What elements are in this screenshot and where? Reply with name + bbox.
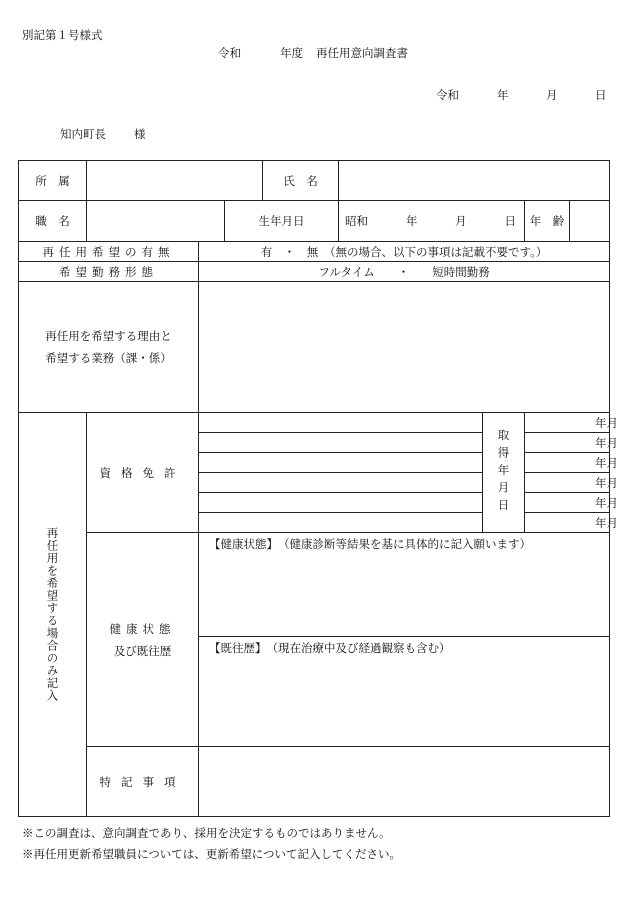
health-label bbox=[87, 533, 199, 747]
note-2: ※再任用更新希望職員については、更新希望について記入してください。 bbox=[22, 847, 402, 861]
history-heading: 【既往歴】 （現在治療中及び経過観察も含む） bbox=[209, 641, 451, 655]
honorific: 様 bbox=[134, 127, 146, 141]
reason-label bbox=[19, 282, 199, 413]
license-date-field[interactable] bbox=[525, 433, 619, 453]
date-era: 令和 bbox=[436, 88, 459, 102]
license-row bbox=[19, 413, 610, 433]
health-label-line1: 健康状態 bbox=[109, 621, 176, 636]
license-name-field[interactable] bbox=[199, 453, 483, 473]
position-field[interactable] bbox=[87, 201, 225, 242]
health-row bbox=[19, 533, 610, 637]
birthdate-field[interactable] bbox=[339, 201, 525, 242]
date-month-label: 月 bbox=[546, 88, 558, 102]
birthdate-day: 日 bbox=[504, 214, 516, 228]
remarks-label: 特記事項 bbox=[87, 747, 199, 817]
reappointment-wish-label: 再任用希望の有無 bbox=[19, 242, 199, 262]
license-date-field[interactable] bbox=[525, 513, 619, 533]
license-month: 月 bbox=[606, 495, 619, 510]
reason-label-line2: 希望する業務（課・係） bbox=[45, 351, 172, 365]
age-label: 年 齢 bbox=[525, 201, 570, 242]
license-month: 月 bbox=[606, 455, 619, 470]
remarks-field[interactable] bbox=[199, 747, 610, 817]
only-if-wish-text: 再任用を希望する場合のみ記入 bbox=[45, 527, 60, 702]
form-number: 別記第１号様式 bbox=[22, 28, 103, 42]
remarks-row bbox=[19, 747, 610, 817]
license-date-field[interactable] bbox=[525, 453, 619, 473]
acquired-date-label bbox=[483, 413, 525, 533]
date-day-label: 日 bbox=[595, 88, 607, 102]
birthdate-label: 生年月日 bbox=[225, 201, 339, 242]
age-field[interactable] bbox=[570, 201, 610, 242]
license-month: 月 bbox=[606, 435, 619, 450]
license-month: 月 bbox=[606, 415, 619, 430]
addressee: 知内町長 bbox=[60, 127, 106, 141]
only-if-wish-label bbox=[19, 413, 87, 817]
license-name-field[interactable] bbox=[199, 433, 483, 453]
license-year: 年 bbox=[595, 435, 607, 450]
reappointment-wish-value[interactable]: 有 ・ 無 （無の場合、以下の事項は記載不要です。） bbox=[199, 242, 610, 262]
health-heading: 【健康状態】 （健康診断等結果を基に具体的に記入願います） bbox=[209, 537, 531, 551]
health-label-line2: 及び既往歴 bbox=[113, 643, 172, 658]
title-nendo: 年度 bbox=[280, 46, 303, 60]
license-month: 月 bbox=[606, 515, 619, 530]
license-date-field[interactable] bbox=[525, 493, 619, 513]
birthdate-era: 昭和 bbox=[345, 214, 369, 228]
health-field[interactable] bbox=[199, 533, 610, 637]
date-year-label: 年 bbox=[497, 88, 509, 102]
license-name-field[interactable] bbox=[199, 513, 483, 533]
reason-field[interactable] bbox=[199, 282, 610, 413]
license-label: 資格免許 bbox=[87, 413, 199, 533]
position-row bbox=[19, 201, 610, 242]
title-reiwa: 令和 bbox=[218, 46, 241, 60]
position-label: 職 名 bbox=[19, 201, 87, 242]
license-year: 年 bbox=[595, 415, 607, 430]
affiliation-row bbox=[19, 161, 610, 201]
license-name-field[interactable] bbox=[199, 493, 483, 513]
license-year: 年 bbox=[595, 495, 607, 510]
work-style-label: 希望勤務形態 bbox=[19, 262, 199, 282]
name-label: 氏 名 bbox=[263, 161, 339, 201]
license-date-field[interactable] bbox=[525, 413, 619, 433]
license-month: 月 bbox=[606, 475, 619, 490]
acquired-date-text: 取得年月日 bbox=[496, 428, 511, 517]
license-date-field[interactable] bbox=[525, 473, 619, 493]
affiliation-label: 所 属 bbox=[19, 161, 87, 201]
work-style-value[interactable]: フルタイム ・ 短時間勤務 bbox=[199, 262, 610, 282]
birthdate-month: 月 bbox=[455, 214, 467, 228]
affiliation-field[interactable] bbox=[87, 161, 263, 201]
survey-form-table bbox=[18, 160, 619, 817]
birthdate-year: 年 bbox=[405, 214, 418, 228]
reason-row bbox=[19, 282, 610, 413]
page-title: 再任用意向調査書 bbox=[316, 46, 408, 60]
license-name-field[interactable] bbox=[199, 473, 483, 493]
history-field[interactable] bbox=[199, 637, 610, 747]
work-style-row bbox=[19, 262, 610, 282]
license-year: 年 bbox=[595, 475, 607, 490]
license-year: 年 bbox=[595, 515, 607, 530]
note-1: ※この調査は、意向調査であり、採用を決定するものではありません。 bbox=[22, 826, 391, 840]
reappointment-wish-row bbox=[19, 242, 610, 262]
license-year: 年 bbox=[595, 455, 607, 470]
name-field[interactable] bbox=[339, 161, 610, 201]
reason-label-line1: 再任用を希望する理由と bbox=[45, 329, 172, 343]
license-name-field[interactable] bbox=[199, 413, 483, 433]
